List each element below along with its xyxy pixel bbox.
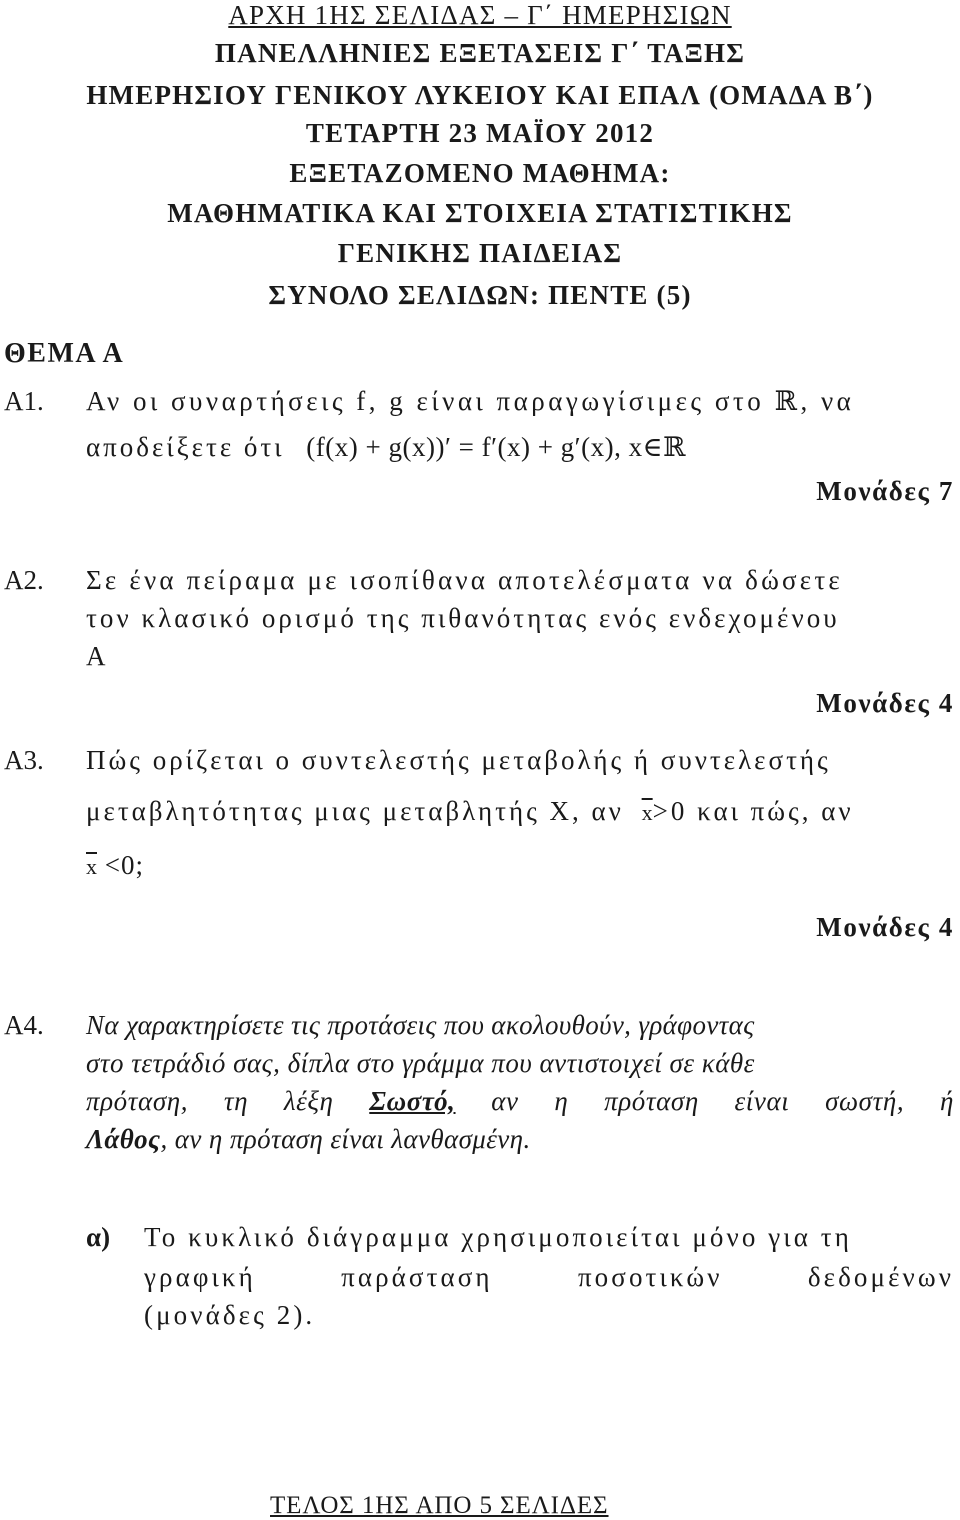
item-a-word: ποσοτικών [577, 1262, 723, 1292]
question-a3-line2 [86, 796, 854, 827]
mean-symbol-2: $\overline{x}$ [86, 854, 97, 879]
a4-word: τη [223, 1086, 249, 1116]
a4-word: η [554, 1086, 569, 1116]
page-footer: ΤΕΛΟΣ 1ΗΣ ΑΠΟ 5 ΣΕΛΙΔΕΣ [270, 1492, 609, 1519]
question-a4-line4-rest: , αν η πρόταση είναι λανθασμένη. [160, 1124, 531, 1154]
a4-word: είναι [734, 1086, 790, 1116]
a4-word: ή [939, 1086, 954, 1116]
question-a2-label: Α2. [4, 565, 44, 595]
item-a-line2 [144, 1262, 954, 1293]
question-a3-line3 [86, 850, 144, 881]
question-a3-label: Α3. [4, 745, 44, 775]
question-a4-line2: στο τετράδιό σας, δίπλα στο γράμμα που αντιστοιχεί σε κάθε [86, 1048, 755, 1078]
exam-date: ΤΕΤΑΡΤΗ 23 ΜΑΪΟΥ 2012 [305, 118, 655, 148]
question-a3-line3-tail: <0; [104, 850, 144, 880]
a4-word: αν [491, 1086, 519, 1116]
item-a-line3: (μονάδες 2). [144, 1300, 316, 1330]
exam-title: ΠΑΝΕΛΛΗΝΙΕΣ ΕΞΕΤΑΣΕΙΣ Γ΄ ΤΑΞΗΣ [214, 38, 746, 68]
question-a2-line3: Α [86, 641, 109, 671]
question-a3-line1: Πώς ορίζεται ο συντελεστής μεταβολής ή συντελεστής [86, 745, 831, 775]
a4-word: σωστή, [825, 1086, 905, 1116]
question-a4-line3 [86, 1086, 954, 1117]
question-a4-line1: Να χαρακτηρίσετε τις προτάσεις που ακολουθούν, γράφοντας [86, 1010, 755, 1040]
question-a2-line2: τον κλασικό ορισμό της πιθανότητας ενός ενδεχομένου [86, 603, 840, 633]
question-a2-points: Μονάδες 4 [816, 688, 954, 718]
question-a3-points: Μονάδες 4 [816, 912, 954, 942]
question-a3-line2-tail: >0 και πώς, αν [652, 796, 854, 826]
exam-subject-label: ΕΞΕΤΑΖΟΜΕΝΟ ΜΑΘΗΜΑ: [289, 158, 671, 188]
a4-word: πρόταση, [86, 1086, 189, 1116]
a4-word: πρόταση [604, 1086, 699, 1116]
item-a-line1: Το κυκλικό διάγραμμα χρησιμοποιείται μόνο για τη [144, 1222, 852, 1252]
exam-subject: ΜΑΘΗΜΑΤΙΚΑ ΚΑΙ ΣΤΟΙΧΕΙΑ ΣΤΑΤΙΣΤΙΚΗΣ [167, 198, 793, 228]
theme-heading: ΘΕΜΑ Α [4, 338, 125, 369]
question-a1-text: αποδείξετε ότι [86, 432, 285, 462]
exam-subtitle: ΗΜΕΡΗΣΙΟΥ ΓΕΝΙΚΟΥ ΛΥΚΕΙΟΥ ΚΑΙ ΕΠΑΛ (ΟΜΑΔΑ Β΄) [86, 80, 874, 110]
item-a-label: α) [86, 1222, 111, 1252]
item-a-word: γραφική [144, 1262, 256, 1292]
page-count: ΣΥΝΟΛΟ ΣΕΛΙΔΩΝ: ΠΕΝΤΕ (5) [268, 280, 692, 310]
exam-subject-2: ΓΕΝΙΚΗΣ ΠΑΙΔΕΙΑΣ [337, 238, 623, 268]
question-a3-line2-text: μεταβλητότητας μιας μεταβλητής Χ, αν [86, 796, 624, 826]
a4-word: λέξη [283, 1086, 334, 1116]
question-a4-line4 [86, 1124, 531, 1155]
item-a-word: δεδομένων [807, 1262, 954, 1292]
item-a-word: παράσταση [341, 1262, 493, 1292]
page-header-top: ΑΡΧΗ 1ΗΣ ΣΕΛΙΔΑΣ – Γ΄ ΗΜΕΡΗΣΙΩΝ [228, 0, 732, 30]
question-a1-line2 [86, 432, 686, 463]
mean-symbol: $\overline{x}$ [641, 800, 653, 825]
question-a4-label: Α4. [4, 1010, 44, 1040]
question-a1-points: Μονάδες 7 [816, 476, 954, 506]
question-a2-line1: Σε ένα πείραμα με ισοπίθανα αποτελέσματα να δώσετε [86, 565, 843, 595]
a4-word-wrong: Λάθος [86, 1124, 161, 1154]
question-a1-label: Α1. [4, 386, 44, 416]
question-a1-line1: Αν οι συναρτήσεις f, g είναι παραγωγίσιμες στο ℝ, να [86, 386, 855, 416]
derivative-formula: (f(x) + g(x))′ = f′(x) + g′(x), x∈ℝ [306, 432, 687, 462]
a4-word-correct: Σωστό, [369, 1086, 456, 1116]
